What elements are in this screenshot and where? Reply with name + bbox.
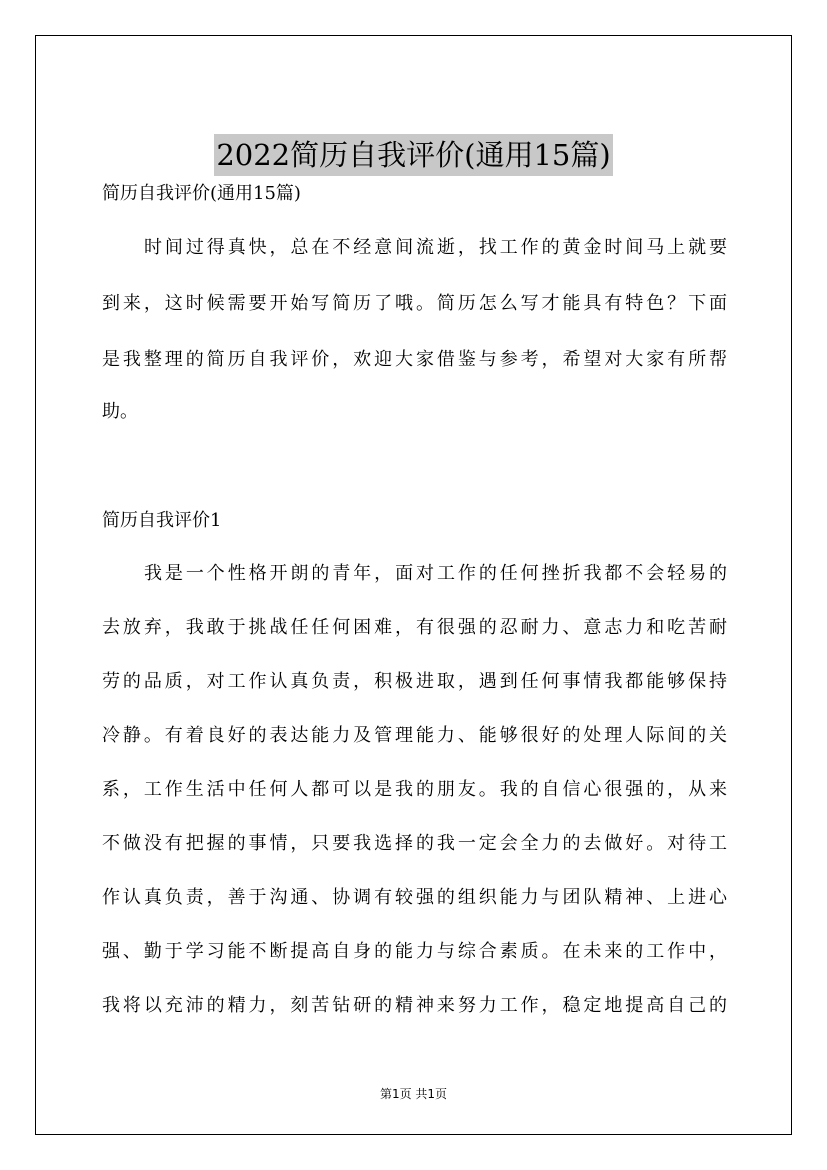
page-footer: 第1页 共1页	[379, 1087, 448, 1101]
document-subtitle: 简历自我评价(通用15篇)	[102, 183, 301, 204]
section-line: 冷静。有着良好的表达能力及管理能力、能够很好的处理人际间的关	[102, 725, 727, 746]
section-line: 不做没有把握的事情，只要我选择的我一定会全力的去做好。对待工	[102, 833, 727, 854]
intro-line: 时间过得真快，总在不经意间流逝，找工作的黄金时间马上就要	[144, 237, 727, 258]
title-container	[36, 134, 791, 176]
section-line: 我是一个性格开朗的青年，面对工作的任何挫折我都不会轻易的	[144, 563, 727, 584]
document-page	[35, 35, 792, 1135]
section-line: 劳的品质，对工作认真负责，积极进取，遇到任何事情我都能够保持	[102, 671, 727, 692]
intro-line: 是我整理的简历自我评价，欢迎大家借鉴与参考，希望对大家有所帮	[102, 349, 727, 370]
intro-line: 助。	[102, 401, 138, 422]
section-line: 作认真负责，善于沟通、协调有较强的组织能力与团队精神、上进心	[102, 887, 727, 908]
document-title: 2022简历自我评价(通用15篇)	[214, 134, 612, 176]
section-line: 去放弃，我敢于挑战任任何困难，有很强的忍耐力、意志力和吃苦耐	[102, 617, 727, 638]
section-line: 强、勤于学习能不断提高自身的能力与综合素质。在未来的工作中，	[102, 941, 727, 962]
section-line: 我将以充沛的精力，刻苦钻研的精神来努力工作，稳定地提高自己的	[102, 995, 727, 1016]
intro-line: 到来，这时候需要开始写简历了哦。简历怎么写才能具有特色？下面	[102, 293, 727, 314]
section-line: 系，工作生活中任何人都可以是我的朋友。我的自信心很强的，从来	[102, 779, 727, 800]
section-heading: 简历自我评价1	[102, 510, 222, 531]
